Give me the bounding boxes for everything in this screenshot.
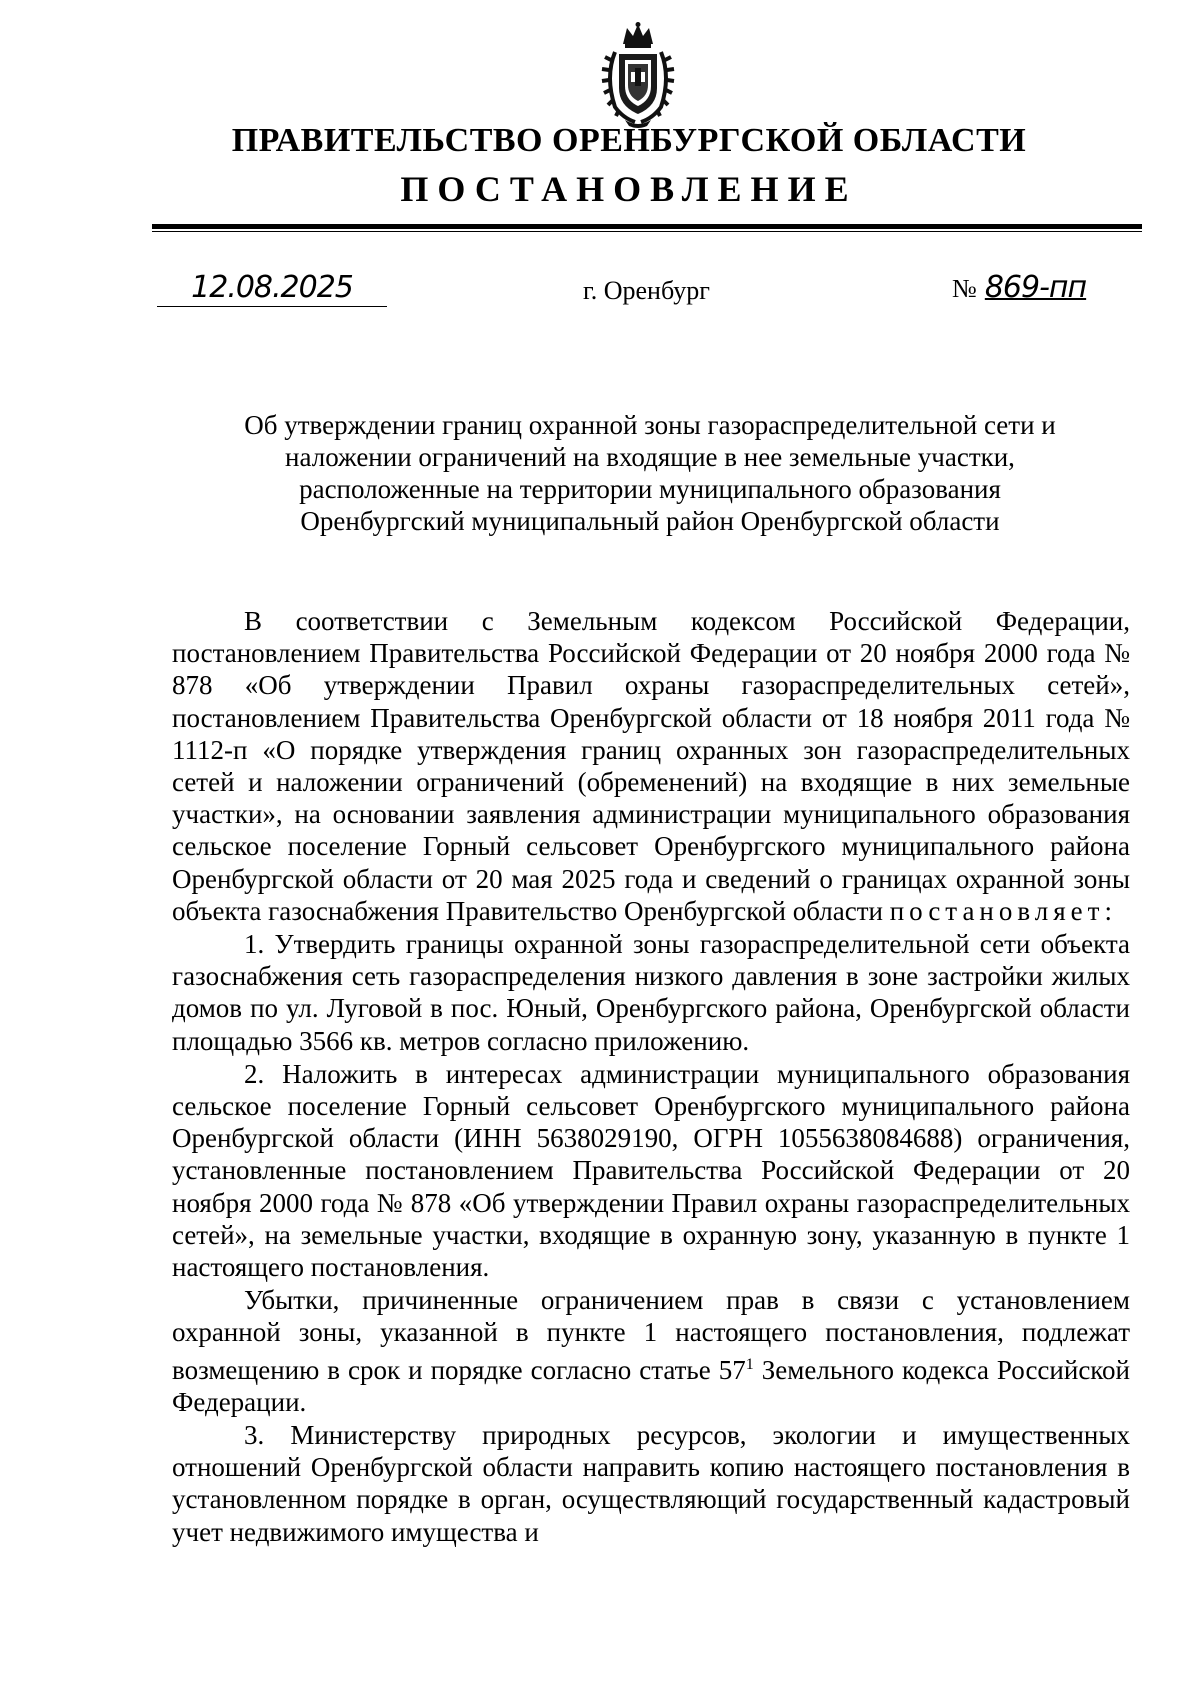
header-divider <box>152 224 1142 229</box>
title-line: Оренбургский муниципальный район Оренбургской области <box>300 506 1000 536</box>
title-line: расположенные на территории муниципального образования <box>299 474 1001 504</box>
number-value: 869-пп <box>984 270 1087 305</box>
document-type: ПОСТАНОВЛЕНИЕ <box>400 169 858 209</box>
paragraph-item-3: 3. Министерству природных ресурсов, экологии и имущественных отношений Оренбургской области направить копию настоящего постановления в установленном порядке в орган, осуществляющий государственный кадастровый учет недвижимого имущества и <box>172 1420 1130 1547</box>
document-title <box>150 409 1150 537</box>
document-date: 12.08.2025 <box>157 270 387 307</box>
document-body <box>172 605 1130 1548</box>
paragraph-preamble <box>172 605 1130 927</box>
paragraph-item-1: 1. Утвердить границы охранной зоны газораспределительной сети объекта газоснабжения сеть газораспределения низкого давления в зоне застройки жилых домов по ул. Луговой в пос. Юный, Оренбургского района, Оренбургской области площадью 3566 кв. метров согласно приложению. <box>172 929 1130 1056</box>
header-divider-thin <box>152 231 1142 232</box>
paragraph-losses <box>172 1284 1130 1418</box>
preamble-text: В соответствии с Земельным кодексом Российской Федерации, постановлением Правительства Российской Федерации от 20 ноября 2000 года № 878 «Об утверждении Правил охраны газораспределительных сетей», постановлением Правительства Оренбургской области от 18 ноября 2011 года № 1112-п «О порядке утверждения границ охранных зон газораспределительных сетей и наложении ограничений (обременений) на входящие в них земельные участки», на основании заявления администрации муниципального образования сельское поселение Горный сельсовет Оренбургского муниципального района Оренбургской области от 20 мая 2025 года и сведений о границах охранной зоны объекта газоснабжения Правительство Оренбургской области <box>172 606 1130 926</box>
coat-of-arms-icon <box>597 22 679 128</box>
document-city: г. Оренбург <box>583 276 710 305</box>
title-line: Об утверждении границ охранной зоны газораспределительной сети и <box>244 410 1056 440</box>
decree-verb: постановляет: <box>889 895 1117 926</box>
losses-text-end: Земельного кодекса Российской Федерации. <box>172 1354 1130 1417</box>
organization-name: ПРАВИТЕЛЬСТВО ОРЕНБУРГСКОЙ ОБЛАСТИ <box>231 122 1027 159</box>
title-line: наложении ограничений на входящие в нее земельные участки, <box>285 442 1015 472</box>
number-label: № <box>952 274 977 303</box>
losses-text: Убытки, причиненные ограничением прав в связи с установлением охранной зоны, указанной в пункте 1 настоящего постановления, подлежат возмещению в срок и порядке согласно статье 57 <box>172 1285 1130 1385</box>
document-number <box>952 270 1086 307</box>
article-superscript: 1 <box>745 1355 754 1373</box>
paragraph-item-2: 2. Наложить в интересах администрации муниципального образования сельское поселение Горный сельсовет Оренбургского муниципального района Оренбургской области (ИНН 5638029190, ОГРН 1055638084688) ограничения, установленные постановлением Правительства Российской Федерации от 20 ноября 2000 года № 878 «Об утверждении Правил охраны газораспределительных сетей», на земельные участки, входящие в охранную зону, указанную в пункте 1 настоящего постановления. <box>172 1058 1130 1283</box>
